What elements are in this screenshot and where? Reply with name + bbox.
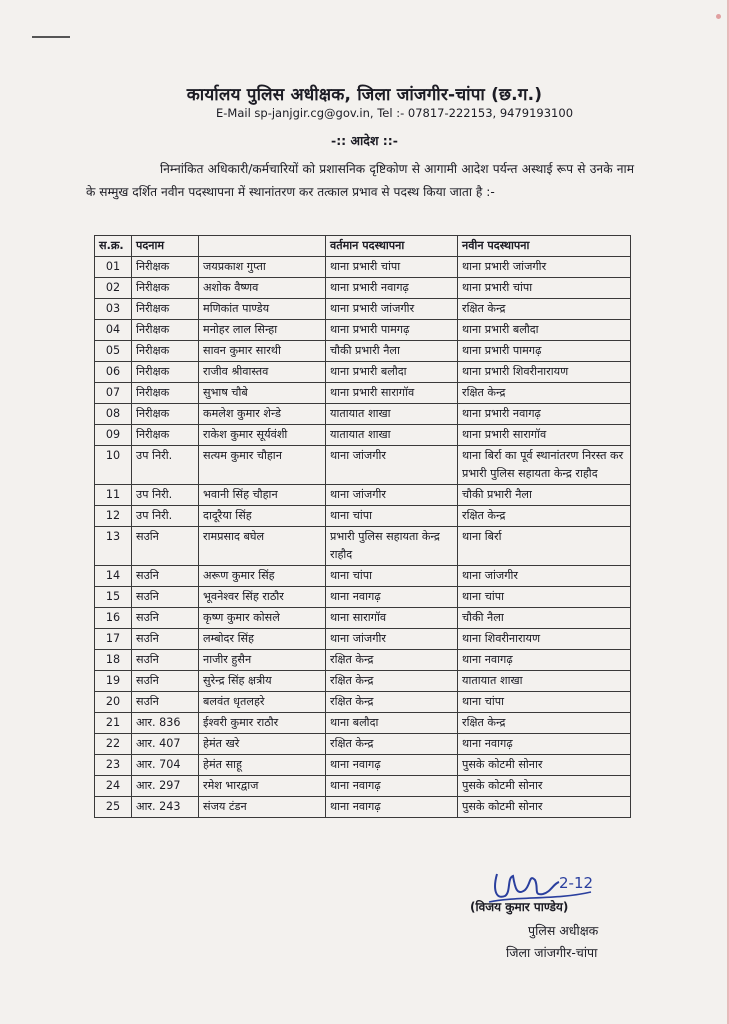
table-row bbox=[95, 608, 631, 629]
cell-serial: 22 bbox=[95, 734, 132, 755]
cell-name: राजीव श्रीवास्तव bbox=[199, 362, 326, 383]
cell-name: कमलेश कुमार शेन्डे bbox=[199, 404, 326, 425]
cell-name: हेमंत खरे bbox=[199, 734, 326, 755]
cell-new-posting: थाना चांपा bbox=[458, 692, 631, 713]
cell-current-posting: थाना जांजगीर bbox=[326, 629, 458, 650]
cell-new-posting: पुसके कोटमी सोनार bbox=[458, 755, 631, 776]
cell-new-posting: थाना प्रभारी सारागॉव bbox=[458, 425, 631, 446]
cell-new-posting: चौकी प्रभारी नैला bbox=[458, 485, 631, 506]
cell-serial: 23 bbox=[95, 755, 132, 776]
cell-new-posting: रक्षित केन्द्र bbox=[458, 299, 631, 320]
cell-serial: 12 bbox=[95, 506, 132, 527]
cell-current-posting: रक्षित केन्द्र bbox=[326, 734, 458, 755]
cell-name: हेमंत साहू bbox=[199, 755, 326, 776]
cell-current-posting: थाना जांजगीर bbox=[326, 485, 458, 506]
cell-name: बलवंत धृतलहरे bbox=[199, 692, 326, 713]
cell-name: राकेश कुमार सूर्यवंशी bbox=[199, 425, 326, 446]
cell-current-posting: थाना नवागढ़ bbox=[326, 755, 458, 776]
cell-serial: 19 bbox=[95, 671, 132, 692]
cell-designation: निरीक्षक bbox=[132, 278, 199, 299]
cell-current-posting: थाना प्रभारी जांजगीर bbox=[326, 299, 458, 320]
cell-serial: 09 bbox=[95, 425, 132, 446]
cell-name: सुभाष चौबे bbox=[199, 383, 326, 404]
contact-line: E-Mail sp-janjgir.cg@gov.in, Tel :- 07817-222153, 9479193100 bbox=[215, 106, 574, 120]
cell-new-posting: रक्षित केन्द्र bbox=[458, 713, 631, 734]
cell-serial: 16 bbox=[95, 608, 132, 629]
cell-new-posting: थाना जांजगीर bbox=[458, 566, 631, 587]
table-row bbox=[95, 383, 631, 404]
cell-designation: आर. 297 bbox=[132, 776, 199, 797]
cell-designation: निरीक्षक bbox=[132, 383, 199, 404]
cell-serial: 01 bbox=[95, 257, 132, 278]
cell-new-posting: थाना प्रभारी शिवरीनारायण bbox=[458, 362, 631, 383]
cell-name: सुरेन्द्र सिंह क्षत्रीय bbox=[199, 671, 326, 692]
cell-new-posting: चौकी नैला bbox=[458, 608, 631, 629]
table-row bbox=[95, 425, 631, 446]
cell-current-posting: रक्षित केन्द्र bbox=[326, 671, 458, 692]
col-serial: स.क्र. bbox=[95, 236, 132, 257]
cell-current-posting: थाना बलौदा bbox=[326, 713, 458, 734]
cell-new-posting: थाना प्रभारी पामगढ़ bbox=[458, 341, 631, 362]
table-header-row bbox=[95, 236, 631, 257]
cell-name: ईश्वरी कुमार राठौर bbox=[199, 713, 326, 734]
cell-current-posting: थाना नवागढ़ bbox=[326, 776, 458, 797]
cell-serial: 08 bbox=[95, 404, 132, 425]
cell-designation: सउनि bbox=[132, 527, 199, 566]
cell-name: दादूरैया सिंह bbox=[199, 506, 326, 527]
table-row bbox=[95, 776, 631, 797]
table-row bbox=[95, 404, 631, 425]
cell-serial: 20 bbox=[95, 692, 132, 713]
cell-current-posting: थाना प्रभारी नवागढ़ bbox=[326, 278, 458, 299]
cell-designation: सउनि bbox=[132, 671, 199, 692]
table-body bbox=[95, 257, 631, 818]
cell-serial: 11 bbox=[95, 485, 132, 506]
signatory-office: जिला जांजगीर-चांपा bbox=[506, 945, 598, 960]
cell-name: मनोहर लाल सिन्हा bbox=[199, 320, 326, 341]
cell-serial: 05 bbox=[95, 341, 132, 362]
table-row bbox=[95, 485, 631, 506]
office-title: कार्यालय पुलिस अधीक्षक, जिला जांजगीर-चांपा (छ.ग.) bbox=[186, 85, 543, 105]
cell-new-posting: थाना चांपा bbox=[458, 587, 631, 608]
cell-serial: 07 bbox=[95, 383, 132, 404]
cell-designation: आर. 704 bbox=[132, 755, 199, 776]
table-row bbox=[95, 320, 631, 341]
cell-designation: निरीक्षक bbox=[132, 425, 199, 446]
cell-designation: उप निरी. bbox=[132, 485, 199, 506]
cell-serial: 03 bbox=[95, 299, 132, 320]
cell-current-posting: प्रभारी पुलिस सहायता केन्द्र राहौद bbox=[326, 527, 458, 566]
table-row bbox=[95, 341, 631, 362]
cell-current-posting: थाना नवागढ़ bbox=[326, 797, 458, 818]
cell-designation: सउनि bbox=[132, 587, 199, 608]
cell-new-posting: थाना प्रभारी जांजगीर bbox=[458, 257, 631, 278]
cell-name: रामप्रसाद बघेल bbox=[199, 527, 326, 566]
cell-designation: निरीक्षक bbox=[132, 404, 199, 425]
cell-designation: उप निरी. bbox=[132, 506, 199, 527]
table-row bbox=[95, 587, 631, 608]
ink-dot bbox=[716, 14, 721, 19]
cell-new-posting: थाना प्रभारी नवागढ़ bbox=[458, 404, 631, 425]
table-row bbox=[95, 713, 631, 734]
cell-new-posting: यातायात शाखा bbox=[458, 671, 631, 692]
cell-designation: निरीक्षक bbox=[132, 362, 199, 383]
cell-new-posting: थाना प्रभारी बलौदा bbox=[458, 320, 631, 341]
cell-current-posting: थाना जांजगीर bbox=[326, 446, 458, 485]
cell-new-posting: थाना नवागढ़ bbox=[458, 734, 631, 755]
cell-new-posting: रक्षित केन्द्र bbox=[458, 383, 631, 404]
table-row bbox=[95, 446, 631, 485]
cell-serial: 10 bbox=[95, 446, 132, 485]
cell-new-posting: पुसके कोटमी सोनार bbox=[458, 776, 631, 797]
cell-name: मणिकांत पाण्डेय bbox=[199, 299, 326, 320]
table-row bbox=[95, 257, 631, 278]
cell-new-posting: थाना बिर्रा bbox=[458, 527, 631, 566]
cell-current-posting: थाना प्रभारी सारागॉव bbox=[326, 383, 458, 404]
cell-serial: 02 bbox=[95, 278, 132, 299]
table-row bbox=[95, 299, 631, 320]
cell-designation: आर. 836 bbox=[132, 713, 199, 734]
table-row bbox=[95, 755, 631, 776]
table-row bbox=[95, 362, 631, 383]
cell-designation: सउनि bbox=[132, 566, 199, 587]
cell-new-posting: पुसके कोटमी सोनार bbox=[458, 797, 631, 818]
cell-serial: 24 bbox=[95, 776, 132, 797]
cell-current-posting: यातायात शाखा bbox=[326, 404, 458, 425]
cell-current-posting: थाना प्रभारी पामगढ़ bbox=[326, 320, 458, 341]
cell-designation: आर. 243 bbox=[132, 797, 199, 818]
order-heading: -:: आदेश ::- bbox=[331, 133, 398, 148]
cell-designation: उप निरी. bbox=[132, 446, 199, 485]
cell-current-posting: रक्षित केन्द्र bbox=[326, 692, 458, 713]
cell-new-posting: थाना शिवरीनारायण bbox=[458, 629, 631, 650]
cell-serial: 18 bbox=[95, 650, 132, 671]
cell-name: रमेश भारद्वाज bbox=[199, 776, 326, 797]
cell-serial: 04 bbox=[95, 320, 132, 341]
intro-text: निम्नांकित अधिकारी/कर्मचारियों को प्रशासनिक दृष्टिकोण से आगामी आदेश पर्यन्त अस्थाई रूप से उनके नाम के सम्मुख दर्शित नवीन पदस्थापना में स्थानांतरण कर तत्काल प्रभाव से पदस्थ किया जाता है :- bbox=[86, 162, 634, 199]
margin-pen-mark bbox=[32, 36, 70, 38]
cell-serial: 15 bbox=[95, 587, 132, 608]
table-row bbox=[95, 650, 631, 671]
order-intro bbox=[86, 158, 634, 204]
cell-name: संजय टंडन bbox=[199, 797, 326, 818]
cell-designation: सउनि bbox=[132, 692, 199, 713]
cell-serial: 14 bbox=[95, 566, 132, 587]
cell-current-posting: रक्षित केन्द्र bbox=[326, 650, 458, 671]
col-name bbox=[199, 236, 326, 257]
cell-current-posting: थाना प्रभारी बलौदा bbox=[326, 362, 458, 383]
signatory-name: (विजय कुमार पाण्डेय) bbox=[470, 900, 569, 914]
cell-current-posting: थाना नवागढ़ bbox=[326, 587, 458, 608]
table-row bbox=[95, 671, 631, 692]
cell-current-posting: थाना चांपा bbox=[326, 566, 458, 587]
cell-designation: निरीक्षक bbox=[132, 299, 199, 320]
cell-name: सत्यम कुमार चौहान bbox=[199, 446, 326, 485]
cell-name: अरूण कुमार सिंह bbox=[199, 566, 326, 587]
cell-designation: सउनि bbox=[132, 629, 199, 650]
cell-serial: 21 bbox=[95, 713, 132, 734]
cell-designation: सउनि bbox=[132, 608, 199, 629]
cell-name: लम्बोदर सिंह bbox=[199, 629, 326, 650]
cell-serial: 13 bbox=[95, 527, 132, 566]
cell-name: अशोक वैष्णव bbox=[199, 278, 326, 299]
table-row bbox=[95, 527, 631, 566]
cell-current-posting: थाना प्रभारी चांपा bbox=[326, 257, 458, 278]
cell-serial: 17 bbox=[95, 629, 132, 650]
table-row bbox=[95, 797, 631, 818]
table-row bbox=[95, 506, 631, 527]
table-row bbox=[95, 566, 631, 587]
cell-designation: आर. 407 bbox=[132, 734, 199, 755]
cell-designation: सउनि bbox=[132, 650, 199, 671]
col-new-posting: नवीन पदस्थापना bbox=[458, 236, 631, 257]
transfer-table bbox=[94, 235, 631, 818]
cell-name: भवानी सिंह चौहान bbox=[199, 485, 326, 506]
col-designation: पदनाम bbox=[132, 236, 199, 257]
cell-current-posting: थाना चांपा bbox=[326, 506, 458, 527]
cell-name: नाजीर हुसैन bbox=[199, 650, 326, 671]
cell-designation: निरीक्षक bbox=[132, 341, 199, 362]
cell-name: कृष्ण कुमार कोसले bbox=[199, 608, 326, 629]
cell-designation: निरीक्षक bbox=[132, 320, 199, 341]
cell-name: जयप्रकाश गुप्ता bbox=[199, 257, 326, 278]
signature-date: 2-12 bbox=[559, 874, 594, 892]
table-row bbox=[95, 692, 631, 713]
cell-new-posting: थाना नवागढ़ bbox=[458, 650, 631, 671]
cell-new-posting: थाना बिर्रा का पूर्व स्थानांतरण निरस्त कर प्रभारी पुलिस सहायता केन्द्र राहौद bbox=[458, 446, 631, 485]
cell-designation: निरीक्षक bbox=[132, 257, 199, 278]
table-row bbox=[95, 629, 631, 650]
cell-new-posting: थाना प्रभारी चांपा bbox=[458, 278, 631, 299]
cell-serial: 25 bbox=[95, 797, 132, 818]
cell-name: सावन कुमार सारथी bbox=[199, 341, 326, 362]
cell-new-posting: रक्षित केन्द्र bbox=[458, 506, 631, 527]
cell-current-posting: थाना सारागॉव bbox=[326, 608, 458, 629]
col-current-posting: वर्तमान पदस्थापना bbox=[326, 236, 458, 257]
signatory-rank: पुलिस अधीक्षक bbox=[528, 923, 599, 938]
cell-name: भूवनेश्वर सिंह राठौर bbox=[199, 587, 326, 608]
cell-current-posting: यातायात शाखा bbox=[326, 425, 458, 446]
cell-current-posting: चौकी प्रभारी नैला bbox=[326, 341, 458, 362]
table-row bbox=[95, 734, 631, 755]
table-row bbox=[95, 278, 631, 299]
cell-serial: 06 bbox=[95, 362, 132, 383]
